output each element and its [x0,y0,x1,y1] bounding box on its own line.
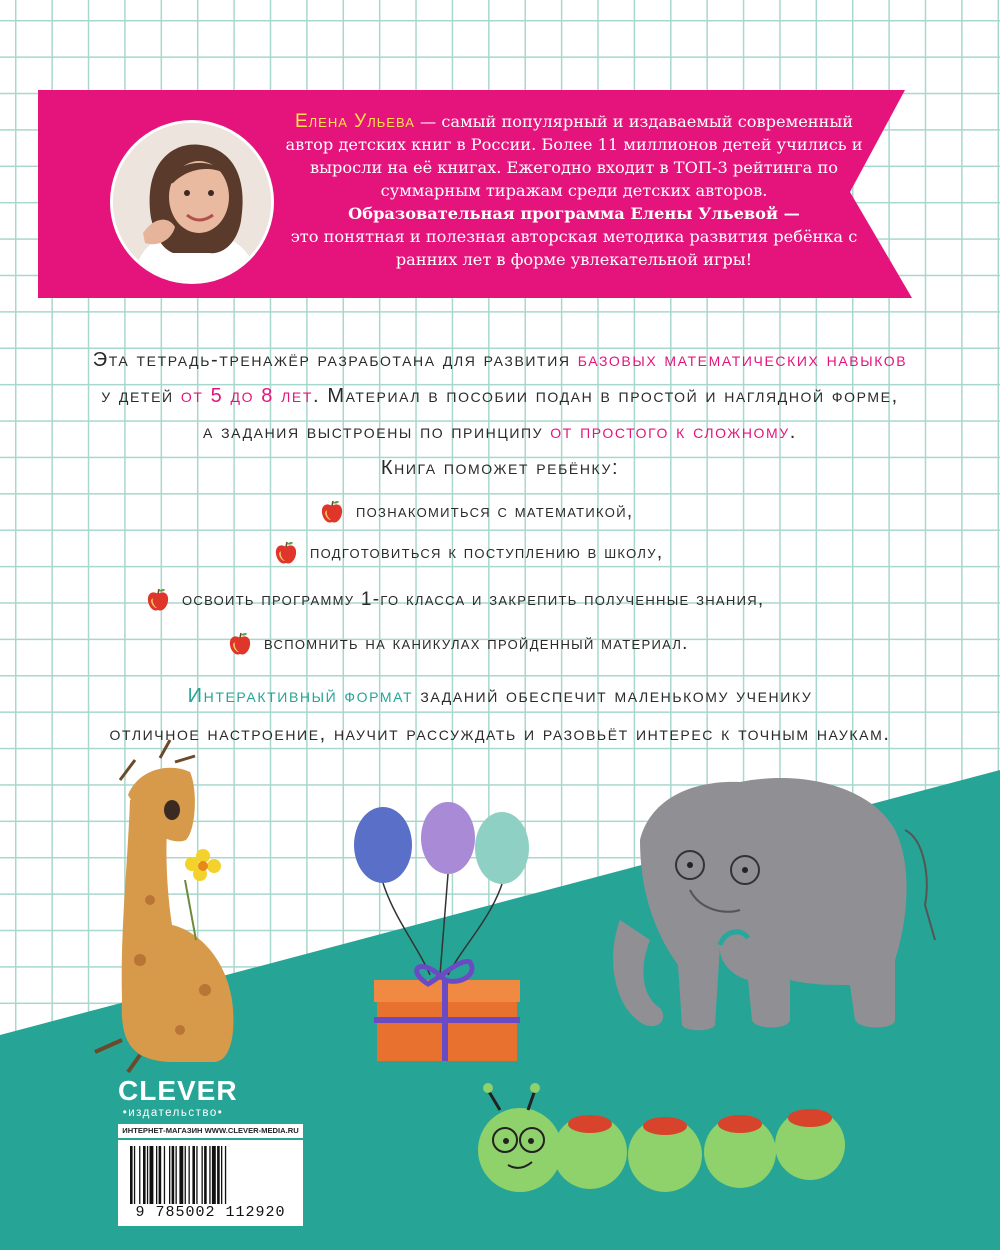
description-text: а задания выстроены по принципу [203,421,551,443]
elephant-illustration [613,778,935,1030]
isbn-number: 9 785002 112920 [135,1204,286,1221]
bullet-text: освоить программу 1-го класса и закрепить полученные знания, [182,589,765,610]
highlight-basic-math: базовых математических навыков [577,349,908,371]
balloons-illustration [354,802,529,1061]
highlight-simple-to-complex: от простого к сложному [550,421,790,443]
highlight-age: от 5 до 8 лет [180,385,314,407]
shop-url: ИНТЕРНЕТ-МАГАЗИН WWW.CLEVER-MEDIA.RU [118,1124,303,1138]
giraffe-illustration [95,740,233,1072]
publisher-logo-text: CLEVER [118,1075,238,1106]
barcode-box [118,1140,303,1226]
description-text: у детей [101,385,181,407]
closing-text: заданий обеспечит маленькому ученику [413,685,813,707]
description-text: . [789,421,797,443]
highlight-interactive-format: Интерактивный формат [187,685,414,707]
closing-text: отличное настроение, научит рассуждать и разовьёт интерес к точным наукам. [109,723,891,745]
program-title: Образовательная программа Елены Ульевой — [348,204,800,223]
bullet-text: вспомнить на каникулах пройденный материал. [264,633,689,654]
author-name: Елена Ульева [294,111,415,132]
description-text: . Материал в пособии подан в простой и наглядной форме, [313,385,899,407]
publisher-subtitle: •издательство• [122,1107,224,1119]
caterpillar-illustration [478,1083,845,1192]
program-text: это понятная и полезная авторская методика развития ребёнка с ранних лет в форме увлекательной игры! [290,227,858,269]
bullet-text: подготовиться к поступлению в школу, [310,542,664,563]
description-text: Книга поможет ребёнку: [380,457,620,479]
description-text: Эта тетрадь-тренажёр разработана для развития [92,349,578,371]
author-intro: — самый популярный и издаваемый современный автор детских книг в России. Более 11 миллионов детей учились и выросли на её книгах. Ежегодно входит в ТОП-3 рейтинга по суммарным тиражам среди детских авторов. [285,112,863,200]
bullet-text: познакомиться с математикой, [356,501,634,522]
publisher-logo [118,1075,238,1120]
barcode-icon [130,1146,295,1204]
